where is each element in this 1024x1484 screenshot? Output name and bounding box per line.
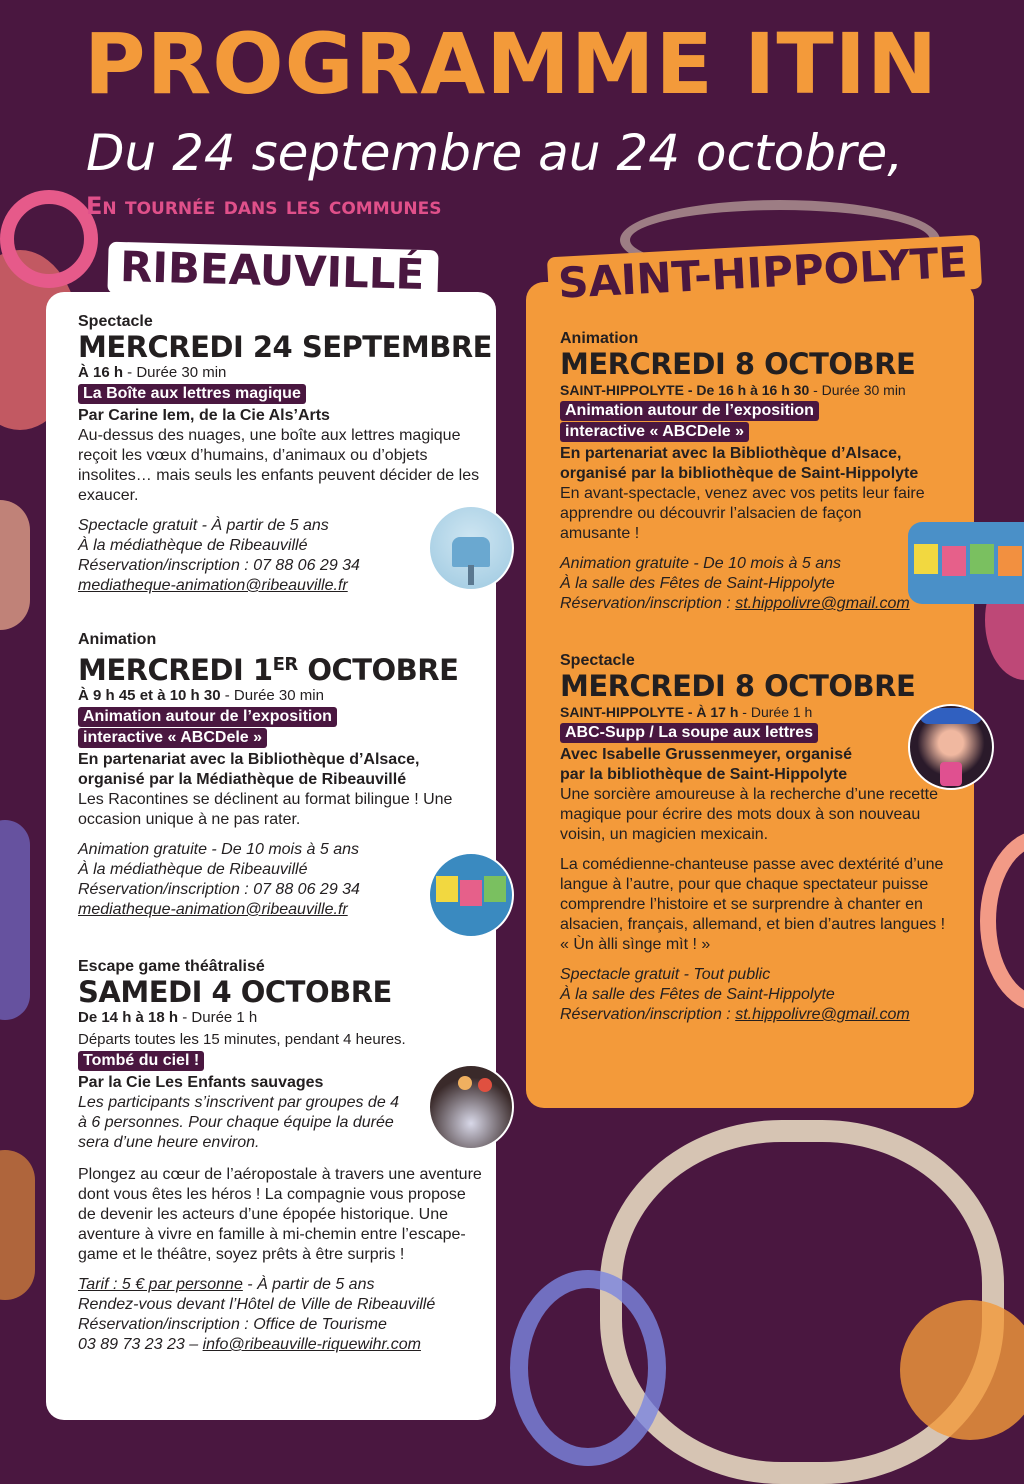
mailbox-thumbnail <box>428 505 514 591</box>
event-description: Les Racontines se déclinent au format bilingue ! Une occasion unique à ne pas rater. <box>78 791 453 828</box>
poster-tagline: En tournée dans les communes <box>86 192 442 220</box>
event-date: MERCREDI 8 OCTOBRE <box>560 669 916 703</box>
event-date: SAMEDI 4 OCTOBRE <box>78 975 392 1009</box>
event-title-badge: La Boîte aux lettres magique <box>78 384 306 404</box>
event-time: SAINT-HIPPOLYTE - À 17 h - Durée 1 h <box>560 704 813 720</box>
email-link[interactable]: st.hippolivre@gmail.com <box>735 595 910 612</box>
event-time: De 14 h à 18 h - Durée 1 h <box>78 1009 258 1026</box>
event-groups: Les participants s’inscrivent par groupes de 4 à 6 personnes. Pour chaque équipe la durée sera d’une heure environ. <box>78 1094 400 1151</box>
event-title-badge-line2: interactive « ABCDele » <box>560 422 749 442</box>
event-info: Spectacle gratuit - Tout public À la salle des Fêtes de Saint-Hippolyte Réservation/inscription : st.hippolivre@gmail.com <box>560 966 910 1023</box>
event-ribeauville-2 <box>78 630 488 920</box>
event-description-2: La comédienne-chanteuse passe avec dextérité d’une langue à l’autre, pour que chaque spectateur puisse comprendre l’histoire et se surprendre à chanter en alsacien, français, allemand, et bien d’autres langues ! « Ùn àlli sìnge mìt ! » <box>560 856 946 953</box>
tarif: Tarif : 5 € par personne <box>78 1276 243 1293</box>
event-date: MERCREDI 8 OCTOBRE <box>560 347 916 381</box>
saint-hippolyte-heading: SAINT-HIPPOLYTE <box>547 235 983 312</box>
event-time: SAINT-HIPPOLYTE - De 16 h à 16 h 30 - Durée 30 min <box>560 382 906 398</box>
email-link[interactable]: info@ribeauville-riquewihr.com <box>202 1336 421 1353</box>
event-ribeauville-1 <box>78 312 492 596</box>
email-link[interactable]: st.hippolivre@gmail.com <box>735 1006 910 1023</box>
event-time: À 9 h 45 et à 10 h 30 - Durée 30 min <box>78 687 324 704</box>
event-type: Escape game théâtralisé <box>78 958 265 975</box>
event-author: Par Carine Iem, de la Cie Als’Arts <box>78 407 330 424</box>
event-title-badge-line2: interactive « ABCDele » <box>78 728 267 748</box>
event-departures: Départs toutes les 15 minutes, pendant 4 heures. <box>78 1031 406 1048</box>
event-type: Animation <box>560 330 639 347</box>
event-description: Au-dessus des nuages, une boîte aux lettres magique reçoit les vœux d’humains, d’animaux ou d’objets insolites… mais seuls les enfants peuvent décider de les exaucer. <box>78 427 480 504</box>
letters-banner-thumbnail <box>908 522 1024 604</box>
event-author: Par la Cie Les Enfants sauvages <box>78 1074 324 1091</box>
performer-thumbnail <box>908 704 994 790</box>
ribeauville-heading: RIBEAUVILLÉ <box>107 242 439 303</box>
event-type: Spectacle <box>560 652 635 669</box>
event-description: Une sorcière amoureuse à la recherche d’une recette magique pour écrire des mots doux à son nouveau voisin, un magicien mexicain. <box>560 786 938 843</box>
event-author: Avec Isabelle Grussenmeyer, organisé par la bibliothèque de Saint-Hippolyte <box>560 746 853 783</box>
escape-game-thumbnail <box>428 1064 514 1150</box>
event-info: Tarif : 5 € par personne - À partir de 5 ans Rendez-vous devant l’Hôtel de Ville de Ribeauvillé Réservation/inscription : Office de Tourisme 03 89 73 23 23 – info@ribeauville-riquewihr.com <box>78 1276 436 1353</box>
event-title-badge: Animation autour de l’exposition <box>78 707 337 727</box>
event-type: Spectacle <box>78 313 153 330</box>
event-description: En avant-spectacle, venez avec vos petits leur faire apprendre ou découvrir l’alsacien de façon amusante ! <box>560 485 925 542</box>
event-type: Animation <box>78 631 157 648</box>
event-info: Animation gratuite - De 10 mois à 5 ans À la salle des Fêtes de Saint-Hippolyte Réservation/inscription : st.hippolivre@gmail.com <box>560 555 910 612</box>
poster-title: PROGRAMME ITIN <box>84 15 939 113</box>
event-title-badge: Animation autour de l’exposition <box>560 401 819 421</box>
event-date: MERCREDI 24 SEPTEMBRE <box>78 330 492 364</box>
event-title-badge: Tombé du ciel ! <box>78 1051 204 1071</box>
event-info: Animation gratuite - De 10 mois à 5 ans À la médiathèque de Ribeauvillé Réservation/inscription : 07 88 06 29 34 mediatheque-animation@ribeauville.fr <box>78 840 488 920</box>
event-partner: En partenariat avec la Bibliothèque d’Alsace, organisé par la Médiathèque de Ribeauvillé <box>78 751 420 788</box>
event-ribeauville-3 <box>78 957 488 1355</box>
email-link[interactable]: mediatheque-animation@ribeauville.fr <box>78 577 348 594</box>
event-time: À 16 h - Durée 30 min <box>78 364 227 381</box>
event-saint-hippolyte-2 <box>560 651 965 1025</box>
event-saint-hippolyte-1 <box>560 329 965 614</box>
event-date: MERCREDI 1ER OCTOBRE <box>78 653 459 687</box>
event-info: Spectacle gratuit - À partir de 5 ans À la médiathèque de Ribeauvillé Réservation/inscription : 07 88 06 29 34 mediatheque-animation@ribeauville.fr <box>78 516 488 596</box>
poster-subtitle: Du 24 septembre au 24 octobre, <box>86 124 904 182</box>
letters-thumbnail <box>428 852 514 938</box>
event-description: Plongez au cœur de l’aéropostale à travers une aventure dont vous êtes les héros ! La compagnie vous propose de devenir les acteurs d’une épopée historique. Une aventure à vivre en famille à mi-chemin entre l’escape-game et le théâtre, soyez prêts à être surpris ! <box>78 1166 482 1263</box>
event-title-badge: ABC-Supp / La soupe aux lettres <box>560 723 818 743</box>
email-link[interactable]: mediatheque-animation@ribeauville.fr <box>78 901 348 918</box>
event-partner: En partenariat avec la Bibliothèque d’Alsace, organisé par la bibliothèque de Saint-Hippolyte <box>560 445 919 482</box>
